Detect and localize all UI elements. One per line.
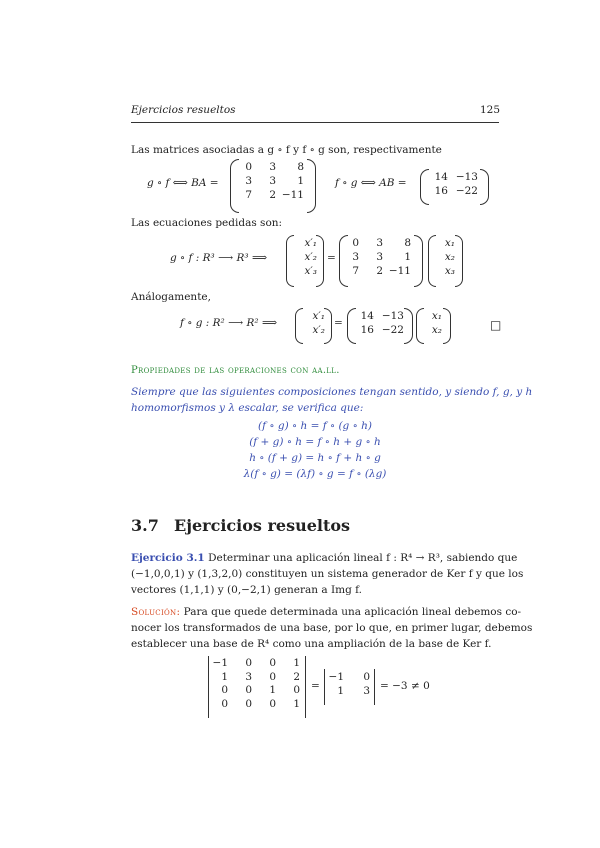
matrix-cell: 1 [221,670,228,683]
exercise-label: Ejercicio 3.1 [131,552,205,564]
vector-cell: x′₃ [304,265,317,277]
matrix-cell: 16 [434,185,448,197]
eq1-right-label: f ∘ g ⟺ AB = [335,177,407,189]
eq1-ba-matrix [238,161,304,201]
matrix-cell: 3 [376,251,383,263]
page-number: 125 [480,104,501,116]
matrix-cell: −22 [455,185,478,197]
matrix-cell: 3 [245,670,252,683]
exercise-line2: (−1,0,0,1) y (1,3,2,0) constituyen un sistema generador de Ker f y que los [131,568,524,580]
matrix-cell: −13 [455,171,478,183]
eq2-equals: = [327,252,336,264]
matrix-cell: 8 [297,161,304,173]
matrix-cell: 3 [376,237,383,249]
property-formula: λ(f ∘ g) = (λf) ∘ g = f ∘ (λg) [243,468,387,480]
properties-text-line2: homomorfismos y λ escalar, se verifica que: [131,402,364,414]
eq3-matrix [352,310,404,336]
matrix-cell: 14 [434,171,448,183]
vector-cell: x₁ [431,310,442,322]
eq3-x-vector [422,310,442,336]
eq1-ba-right-paren [307,159,316,213]
matrix-cell: 2 [269,189,276,201]
matrix-cell: 0 [293,684,300,696]
matrix-cell: 7 [352,265,359,277]
eq1-left-label: g ∘ f ⟺ BA = [147,177,219,189]
running-header: Ejercicios resueltos [131,104,236,116]
matrix-cell: 1 [293,697,300,710]
eq3-map: f ∘ g : R² ⟶ R² ⟹ [180,317,277,329]
det-equals: = [311,680,320,692]
matrix-cell: 0 [245,684,252,696]
solution-line2: nocer los transformados de una base, por lo que, en primer lugar, debemos [131,622,533,634]
properties-heading: Propiedades de las operaciones con aa.ll. [131,365,340,376]
eq2-map: g ∘ f : R³ ⟶ R³ ⟹ [170,252,267,264]
matrix-cell: 1 [293,657,300,669]
det2-right-bar [374,669,375,705]
vector-cell: x₂ [431,324,442,336]
matrix-cell: 1 [269,684,276,696]
eq1-ab-matrix [426,171,478,197]
solution-text-1: Para que quede determinada una aplicación lineal debemos co- [183,606,522,618]
matrix-cell: −11 [281,189,304,201]
matrix-cell: −1 [328,671,344,683]
matrix-cell: 0 [269,657,276,669]
qed-symbol: □ [490,318,502,332]
eq2-x-right-paren [455,235,463,287]
matrix-cell: 14 [360,310,374,322]
eq2-m-right-paren [414,235,423,287]
matrix-cell: 0 [363,671,370,683]
exercise-text-1: Determinar una aplicación lineal f : R⁴ → R³, sabiendo que [208,552,518,564]
eq3-equals: = [334,317,343,329]
matrix-cell: 3 [352,251,359,263]
matrix-cell: 0 [269,670,276,683]
equations-intro: Las ecuaciones pedidas son: [131,217,283,229]
det-result: = −3 ≠ 0 [380,680,430,692]
eq2-xprime-vector [295,237,317,277]
matrix-cell: 1 [337,685,344,697]
exercise-line3: vectores (1,1,1) y (0,−2,1) generan a Img f. [131,584,362,596]
section-title: Ejercicios resueltos [174,516,351,535]
eq2-xp-right-paren [316,235,324,287]
matrix-cell: 2 [376,265,383,277]
matrix-cell: −22 [381,324,404,336]
vector-cell: x₃ [444,265,455,277]
matrix-cell: 2 [293,670,300,683]
matrix-cell: 8 [404,237,411,249]
matrix-cell: −1 [212,657,228,669]
property-formula: h ∘ (f + g) = h ∘ f + h ∘ g [249,452,381,464]
matrix-cell: 0 [245,657,252,669]
vector-cell: x′₁ [312,310,325,322]
matrix-cell: 0 [352,237,359,249]
matrix-cell: 0 [245,697,252,710]
eq3-m-right-paren [404,308,413,344]
eq2-xp-left-paren [286,235,294,287]
matrix-cell: 0 [221,697,228,710]
vector-cell: x′₁ [304,237,317,249]
eq2-matrix [345,237,411,277]
matrix-cell: −11 [388,265,411,277]
det4-matrix [210,657,300,710]
matrix-cell: 1 [404,251,411,263]
eq3-xp-right-paren [324,308,332,344]
vector-cell: x₂ [444,251,455,263]
solution-line3: establecer una base de R⁴ como una ampliación de la base de Ker f. [131,638,492,650]
vector-cell: x′₂ [312,324,325,336]
property-formula: (f ∘ g) ∘ h = f ∘ (g ∘ h) [258,420,372,432]
matrix-cell: 0 [269,697,276,710]
matrix-cell: 0 [245,161,252,173]
det4-right-bar [305,656,306,718]
analog-text: Análogamente, [131,291,211,303]
matrix-cell: 3 [245,175,252,187]
vector-cell: x₁ [444,237,455,249]
matrix-cell: 7 [245,189,252,201]
eq3-xp-left-paren [295,308,303,344]
solution-line1 [131,604,521,621]
intro-text: Las matrices asociadas a g ∘ f y f ∘ g son, respectivamente [131,144,442,156]
det2-left-bar [324,669,325,705]
matrix-cell: 3 [269,175,276,187]
section-number: 3.7 [131,516,159,535]
matrix-cell: 0 [221,684,228,696]
matrix-cell: 3 [363,685,370,697]
solution-label: Solución: [131,606,181,618]
header-rule [131,122,499,123]
eq2-x-vector [435,237,455,277]
matrix-cell: 1 [297,175,304,187]
eq3-xprime-vector [303,310,325,336]
matrix-cell: −13 [381,310,404,322]
properties-text-line1: Siempre que las siguientes composiciones tengan sentido, y siendo f, g, y h [131,386,533,398]
det2-matrix [326,671,370,697]
eq3-x-right-paren [443,308,451,344]
eq1-ab-right-paren [480,169,489,205]
matrix-cell: 3 [269,161,276,173]
property-formula: (f + g) ∘ h = f ∘ h + g ∘ h [249,436,381,448]
det4-left-bar [208,656,209,718]
exercise-line1 [131,550,517,567]
matrix-cell: 16 [360,324,374,336]
vector-cell: x′₂ [304,251,317,263]
